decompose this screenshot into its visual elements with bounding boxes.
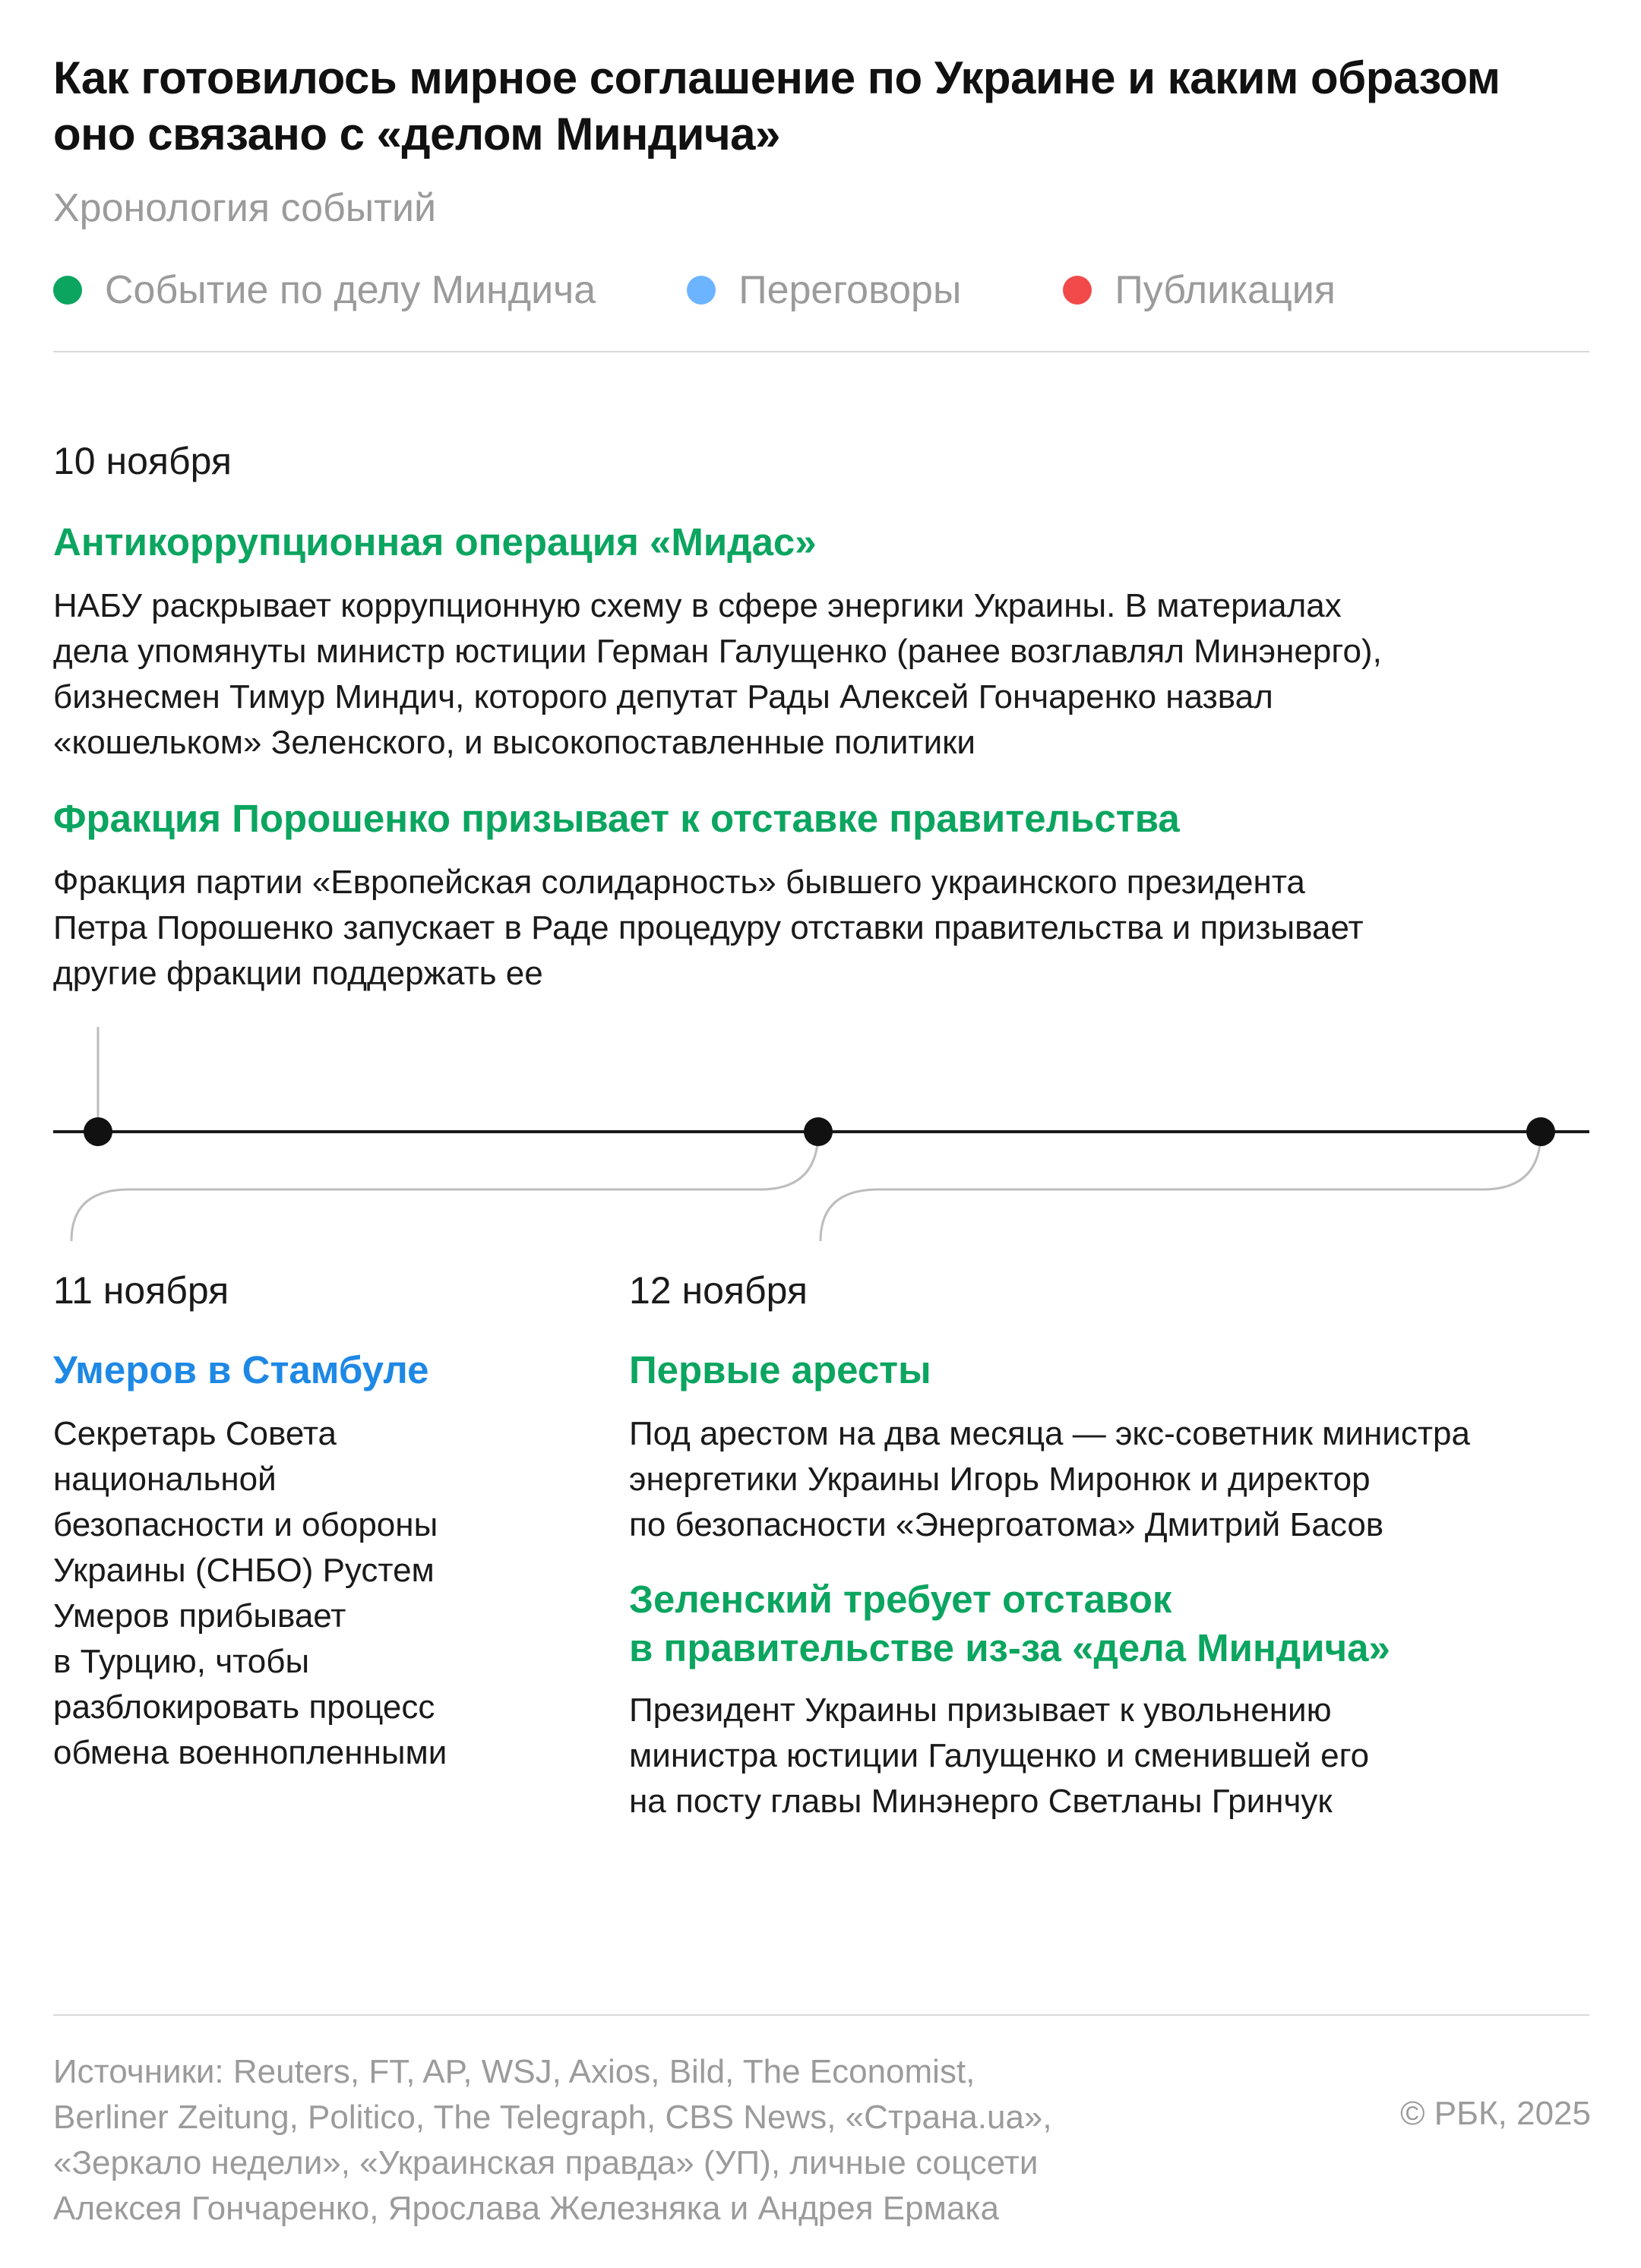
event-text-poroshenko: Фракция партии «Европейская солидарность» бывшего украинского президента Петра Порошенко запускает в Раде процедуру отставки правительства и призывает другие фракции поддержать ее [53,864,1364,992]
legend-label: Переговоры [738,268,962,312]
event-text-umerov: Секретарь Совета национальной безопасности и обороны Украины (СНБО) Рустем Умеров прибывает в Турцию, чтобы разблокировать процесс обмена военнопленными [53,1415,447,1771]
event-heading-arrests: Первые аресты [629,1348,931,1391]
timeline-node-nov-11 [804,1117,833,1146]
page-subtitle: Хронология событий [53,186,437,230]
date-nov-12: 12 ноября [629,1269,808,1312]
timeline-node-nov-12 [1526,1117,1555,1146]
connector-nov-12 [820,1132,1541,1241]
copyright: © РБК, 2025 [1400,2095,1591,2132]
date-nov-11: 11 ноября [53,1269,229,1312]
legend-label: Публикация [1115,268,1336,312]
legend-label: Событие по делу Миндича [105,268,596,312]
page-title: Как готовилось мирное соглашение по Украине и каким образом оно связано с «делом Миндича» [53,52,1500,160]
event-text-arrests: Под арестом на два месяца — экс-советник министра энергетики Украины Игорь Миронюк и директор по безопасности «Энергоатома» Дмитрий Басов [629,1415,1470,1543]
event-heading-poroshenko: Фракция Порошенко призывает к отставке правительства [53,797,1180,840]
connector-nov-11 [71,1132,818,1241]
event-heading-umerov: Умеров в Стамбуле [53,1348,429,1391]
date-nov-10: 10 ноября [53,440,232,482]
event-heading-zelensky: Зеленский требует отставок в правительстве из-за «дела Миндича» [629,1578,1390,1669]
sources: Источники: Reuters, FT, AP, WSJ, Axios, Bild, The Economist, Berliner Zeitung, Politico, The Telegraph, CBS News, «Страна.ua», «Зеркало недели», «Украинская правда» (УП), личные соцсети Алексея Гончаренко, Ярослава Железняка и Андрея Ермака [53,2053,1052,2227]
event-text-midas: НАБУ раскрывает коррупционную схему в сфере энергики Украины. В материалах дела упомянуты министр юстиции Герман Галущенко (ранее возглавлял Минэнерго), бизнесмен Тимур Миндич, которого депутат Рады Алексей Гончаренко назвал «кошельком» Зеленского, и высокопоставленные политики [53,587,1382,761]
footer-divider [53,2014,1589,2016]
event-heading-midas: Антикоррупционная операция «Мидас» [53,520,817,564]
event-text-zelensky: Президент Украины призывает к увольнению министра юстиции Галущенко и сменившей его на посту главы Минэнерго Светланы Гринчук [629,1692,1370,1820]
timeline-node-nov-10 [84,1117,112,1146]
